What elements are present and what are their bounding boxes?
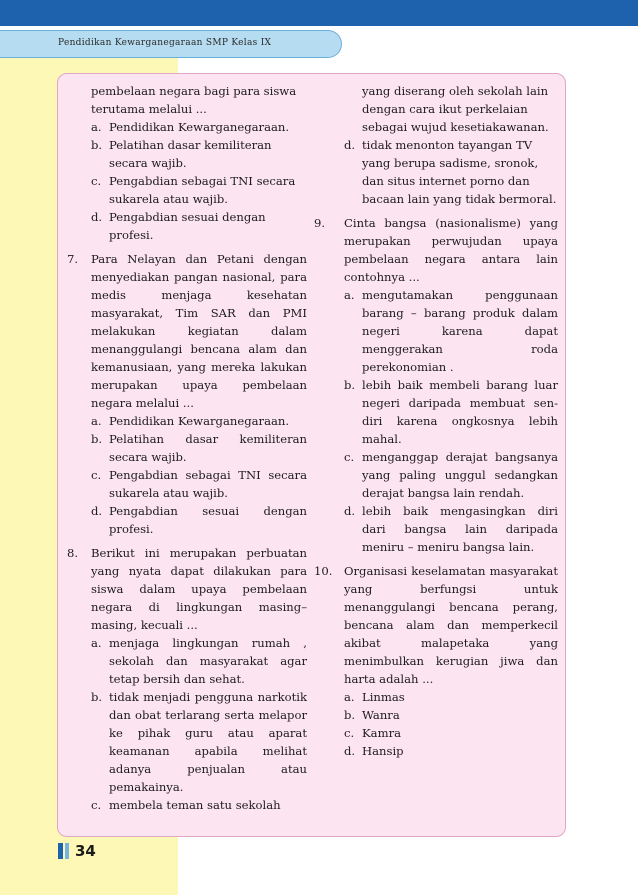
question-number: 7. <box>67 252 79 266</box>
top-color-bar <box>0 0 638 26</box>
question-stem: Berikut ini merupakan perbuatan yang nyata dapat dilakukan para siswa dalam upaya pembelaan negara di lingkungan masing–masing, kecuali ... <box>91 546 307 632</box>
page-marker-bar-light <box>65 843 69 859</box>
question-10 <box>314 562 558 760</box>
option: b. Wanra <box>344 708 400 722</box>
page-number: 34 <box>75 842 96 860</box>
right-column <box>314 82 558 760</box>
option: a. Linmas <box>344 690 405 704</box>
option: a. Pendidikan Kewarganegaraan. <box>91 414 290 428</box>
running-header: Pendidikan Kewarganegaraan SMP Kelas IX <box>58 38 272 48</box>
question-8 <box>67 544 307 814</box>
option: d. Pengabdian sesuai dengan profesi. <box>91 210 266 242</box>
option: c. membela teman satu sekolah <box>91 798 281 812</box>
continuation-option-c: yang diserang oleh sekolah lain dengan cara ikut perkelaian sebagai wujud kesetiakawanan. <box>362 84 549 134</box>
question-number: 8. <box>67 546 79 560</box>
left-column <box>67 82 307 814</box>
question-stem: Organisasi keselamatan masyarakat yang berfungsi untuk menanggulangi bencana perang, bencana alam dan memperkecil akibat malapetaka yang menimbulkan kerugian jiwa dan harta adalah ... <box>344 564 558 686</box>
option: c. Pengabdian sebagai TNI secara sukarela atau wajib. <box>91 174 296 206</box>
option: b. tidak menjadi pengguna narkotik dan obat terlarang serta melapor ke pihak guru atau aparat keamanan apabila melihat adanya penjualan atau pemakainya. <box>91 690 307 794</box>
question-number: 10. <box>314 564 333 578</box>
question-9 <box>314 214 558 556</box>
question-stem: Para Nelayan dan Petani dengan menyediakan pangan nasional, para medis menjaga kesehatan masyarakat, Tim SAR dan PMI melakukan kegiatan dalam menanggulangi bencana alam dan kemanusiaan, yang mereka lakukan merupakan upaya pembelaan negara melalui ... <box>91 252 307 410</box>
option: a. mengutamakan penggunaan barang – barang produk dalam negeri karena dapat menggerakan roda perekonomian . <box>344 288 558 374</box>
option: b. Pelatihan dasar kemiliteran secara wajib. <box>91 138 272 170</box>
option: b. lebih baik membeli barang luar negeri daripada membuat sen-diri karena ongkosnya lebih mahal. <box>344 378 558 446</box>
option: c. Pengabdian sebagai TNI secara sukarela atau wajib. <box>91 468 307 500</box>
option: c. menganggap derajat bangsanya yang paling unggul sedangkan derajat bangsa lain rendah. <box>344 450 558 500</box>
option: c. Kamra <box>344 726 402 740</box>
continuation-stem: pembelaan negara bagi para siswa terutama melalui ... <box>91 84 297 116</box>
option: d. lebih baik mengasingkan diri dari bangsa lain daripada meniru – meniru bangsa lain. <box>344 504 558 554</box>
continuation-options <box>67 118 307 244</box>
option: d. Hansip <box>344 744 404 758</box>
option: d. tidak menonton tayangan TV yang berupa sadisme, sronok, dan situs internet porno dan bacaan lain yang tidak bermoral. <box>344 138 557 206</box>
page-marker-bar <box>58 843 63 859</box>
page-footer <box>58 843 96 859</box>
question-7 <box>67 250 307 538</box>
option: b. Pelatihan dasar kemiliteran secara wajib. <box>91 432 307 464</box>
option: a. menjaga lingkungan rumah , sekolah dan masyarakat agar tetap bersih dan sehat. <box>91 636 307 686</box>
question-number: 9. <box>314 216 326 230</box>
question-stem: Cinta bangsa (nasionalisme) yang merupakan perwujudan upaya pembelaan negara antara lain contohnya ... <box>344 216 558 284</box>
option: d. Pengabdian sesuai dengan profesi. <box>91 504 307 536</box>
option: a. Pendidikan Kewarganegaraan. <box>91 120 290 134</box>
